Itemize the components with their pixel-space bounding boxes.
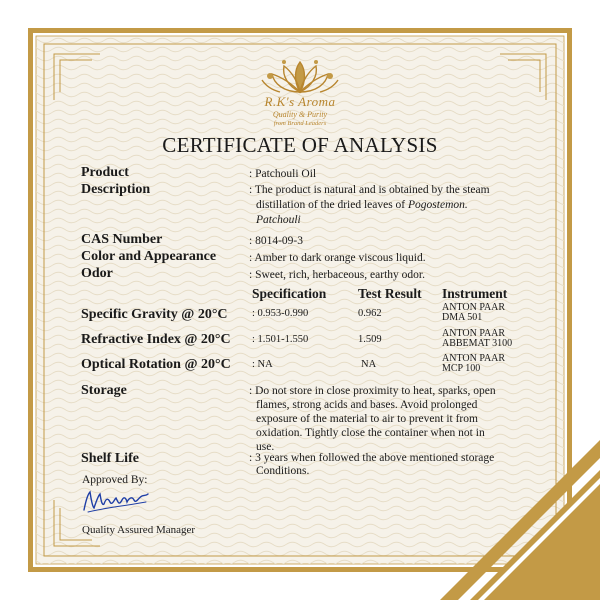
storage-line-5: use.	[256, 441, 275, 453]
shelf-life-line-2: Conditions.	[256, 465, 310, 477]
refractive-index-instrument	[442, 329, 512, 349]
color-label: Color and Appearance	[81, 249, 217, 264]
storage-label: Storage	[81, 383, 127, 398]
signer-title: Quality Assured Manager	[82, 524, 196, 536]
storage-value	[249, 384, 496, 454]
specific-gravity-result: 0.962	[358, 308, 382, 319]
signature-image	[80, 484, 152, 518]
shelf-life-value	[249, 452, 494, 478]
refractive-index-spec: : 1.501-1.550	[252, 334, 309, 345]
product-label: Product	[81, 165, 129, 180]
approved-by-label: Approved By:	[82, 474, 148, 486]
specific-gravity-instrument	[442, 303, 505, 323]
storage-line-4: oxidation. Tightly close the container when not in	[256, 427, 485, 439]
odor-value: : Sweet, rich, herbaceous, earthy odor.	[249, 269, 425, 281]
test-result-header: Test Result	[358, 286, 422, 301]
cas-value: : 8014-09-3	[249, 235, 303, 247]
specific-gravity-label: Specific Gravity @ 20°C	[81, 307, 228, 322]
specific-gravity-instrument-line-2: DMA 501	[442, 312, 483, 323]
odor-label: Odor	[81, 266, 113, 281]
specific-gravity-instrument-line-1: ANTON PAAR	[442, 302, 506, 313]
optical-rotation-instrument	[442, 354, 505, 374]
brand-tagline: Quality & Purity	[272, 110, 328, 119]
description-line-2-text: distillation of the dried leaves of	[256, 199, 409, 211]
brand-subtagline: from Brand Leaders	[273, 120, 327, 127]
description-line-3-italic: Patchouli	[256, 214, 301, 226]
optical-rotation-instrument-line-2: MCP 100	[442, 363, 481, 374]
brand-name: R.K's Aroma	[264, 94, 336, 109]
shelf-life-line-1: : 3 years when followed the above mentioned storage	[249, 452, 495, 464]
refractive-index-instrument-line-2: ABBEMAT 3100	[442, 338, 513, 349]
floral-lotus-icon	[250, 56, 350, 96]
optical-rotation-result: NA	[361, 359, 377, 370]
instrument-header: Instrument	[442, 286, 508, 301]
optical-rotation-spec: : NA	[252, 359, 273, 370]
cas-label: CAS Number	[81, 232, 163, 247]
shelf-life-label: Shelf Life	[81, 451, 139, 466]
product-value: : Patchouli Oil	[249, 168, 317, 180]
specification-header: Specification	[252, 286, 327, 301]
storage-line-2: flames, strong acids and bases. Avoid prolonged	[256, 399, 478, 411]
refractive-index-result: 1.509	[358, 334, 382, 345]
certificate-title: CERTIFICATE OF ANALYSIS	[162, 133, 438, 157]
brand-logo	[250, 56, 350, 136]
specific-gravity-spec: : 0.953-0.990	[252, 308, 309, 319]
description-line-2	[249, 198, 490, 213]
color-value: : Amber to dark orange viscous liquid.	[249, 252, 426, 264]
refractive-index-label: Refractive Index @ 20°C	[81, 332, 231, 347]
storage-line-1: : Do not store in close proximity to heat, sparks, open	[249, 385, 496, 397]
refractive-index-instrument-line-1: ANTON PAAR	[442, 328, 506, 339]
optical-rotation-label: Optical Rotation @ 20°C	[81, 357, 231, 372]
description-line-1: : The product is natural and is obtained by the steam	[249, 184, 490, 196]
description-value	[249, 183, 490, 228]
optical-rotation-instrument-line-1: ANTON PAAR	[442, 353, 506, 364]
description-label: Description	[81, 182, 151, 197]
description-line-2-italic: Pogostemon.	[408, 199, 468, 211]
storage-line-3: exposure of the material to air to prevent it from	[256, 413, 478, 425]
